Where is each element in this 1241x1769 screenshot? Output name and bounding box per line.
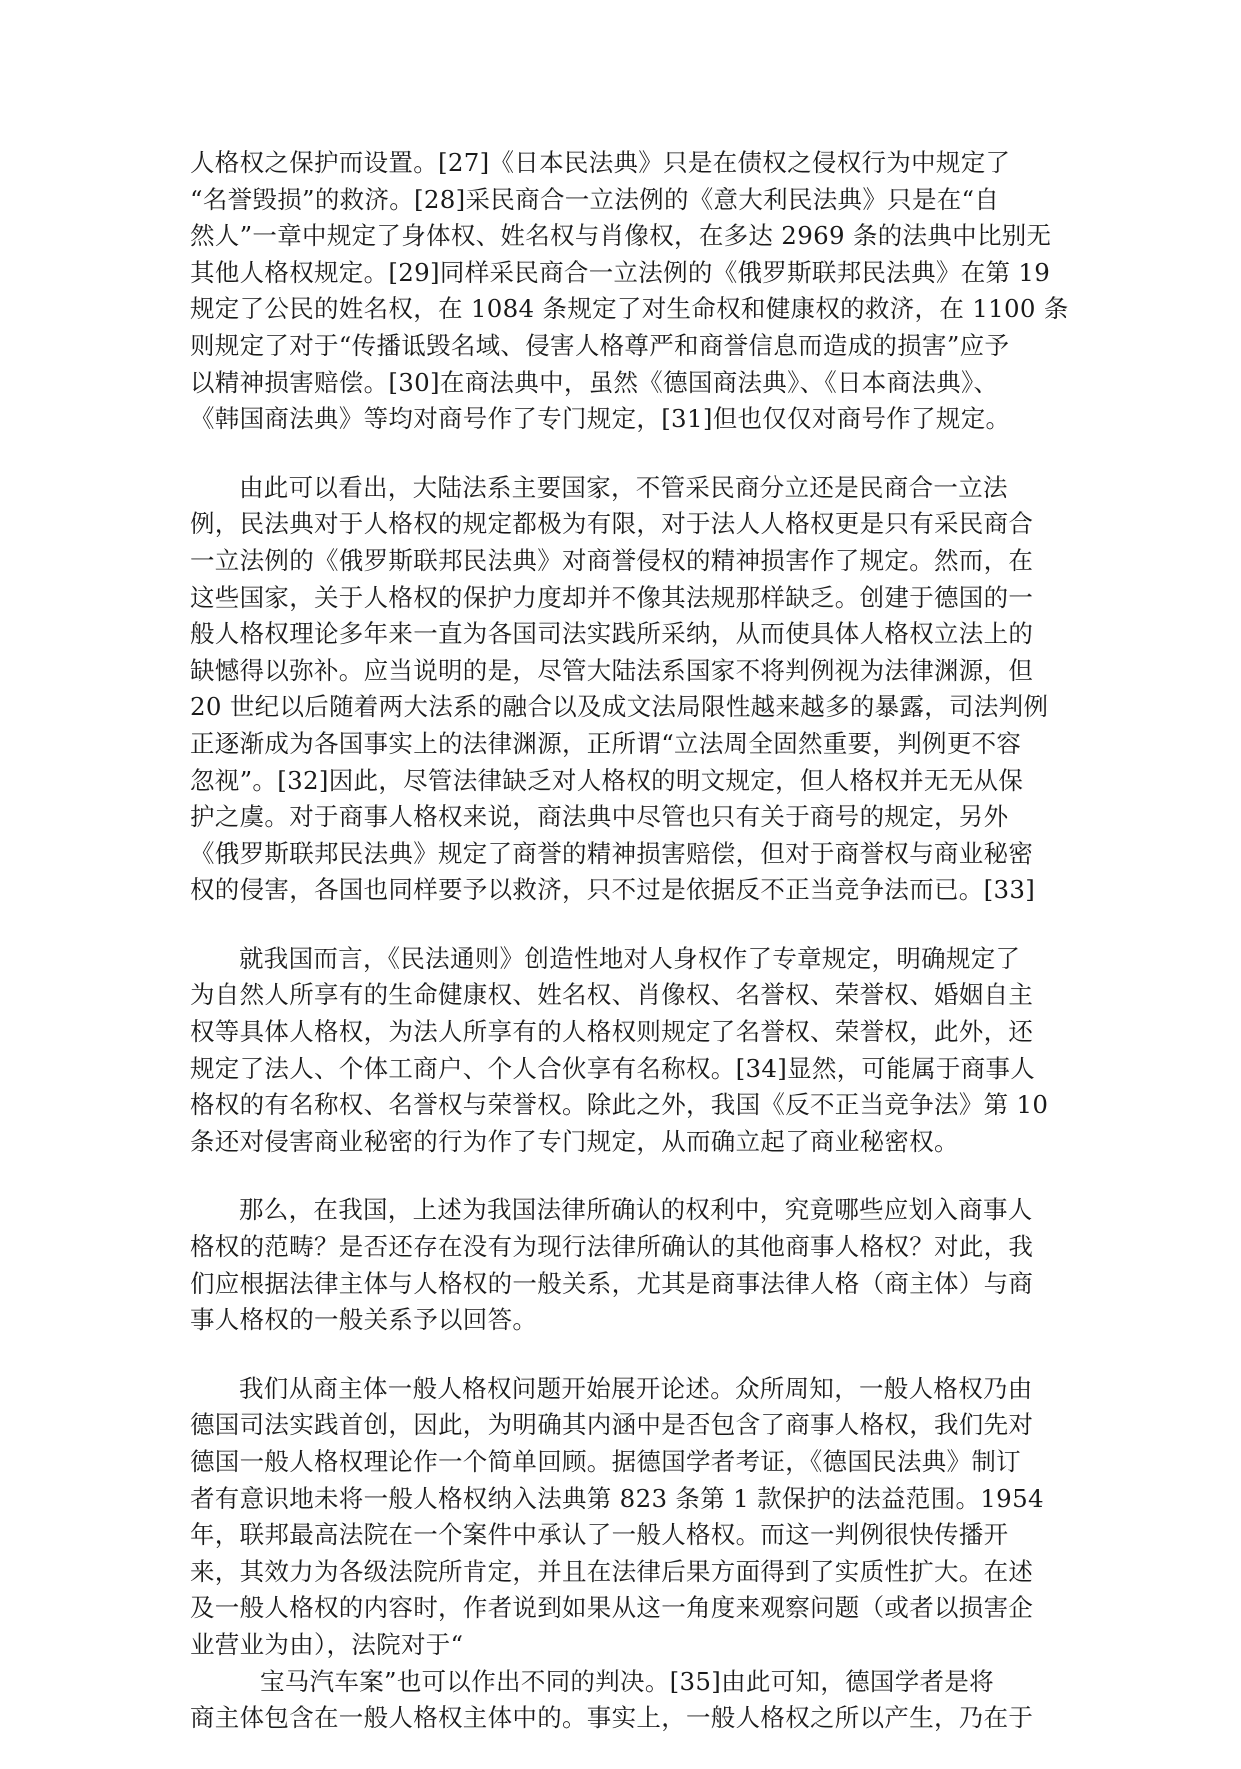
text-line: 权等具体人格权，为法人所享有的人格权则规定了名誉权、荣誉权，此外，还 bbox=[190, 1017, 1034, 1047]
text-line: 这些国家，关于人格权的保护力度却并不像其法规那样缺乏。创建于德国的一 bbox=[190, 582, 1034, 612]
text-line: 事人格权的一般关系予以回答。 bbox=[190, 1305, 538, 1335]
text-line: 由此可以看出，大陆法系主要国家，不管采民商分立还是民商合一立法 bbox=[239, 472, 1008, 502]
text-line: 权的侵害，各国也同样要予以救济，只不过是依据反不正当竞争法而已。[33] bbox=[190, 875, 1036, 905]
text-line: 年，联邦最高法院在一个案件中承认了一般人格权。而这一判例很快传播开 bbox=[190, 1520, 1009, 1550]
text-line: 则规定了对于“传播诋毁名域、侵害人格尊严和商誉信息而造成的损害”应予 bbox=[190, 330, 1010, 360]
text-line: 来，其效力为各级法院所肯定，并且在法律后果方面得到了实质性扩大。在述 bbox=[190, 1556, 1034, 1586]
text-line: 一立法例的《俄罗斯联邦民法典》对商誉侵权的精神损害作了规定。然而，在 bbox=[190, 545, 1034, 575]
text-line: 及一般人格权的内容时，作者说到如果从这一角度来观察问题（或者以损害企 bbox=[190, 1593, 1034, 1623]
text-line: 就我国而言，《民法通则》创造性地对人身权作了专章规定，明确规定了 bbox=[239, 943, 1021, 973]
text-line: 们应根据法律主体与人格权的一般关系，尤其是商事法律人格（商主体）与商 bbox=[190, 1268, 1034, 1298]
text-line: 般人格权理论多年来一直为各国司法实践所采纳，从而使具体人格权立法上的 bbox=[190, 619, 1034, 649]
text-line: 为自然人所享有的生命健康权、姓名权、肖像权、名誉权、荣誉权、婚姻自主 bbox=[190, 980, 1034, 1010]
paragraph bbox=[190, 1192, 1050, 1338]
text-line: 商主体包含在一般人格权主体中的。事实上，一般人格权之所以产生，乃在于 bbox=[190, 1703, 1034, 1733]
text-line: 格权的有名称权、名誉权与荣誉权。除此之外，我国《反不正当竞争法》第 10 bbox=[190, 1090, 1049, 1120]
paragraph bbox=[190, 145, 1069, 438]
paragraph bbox=[190, 1371, 1050, 1737]
text-line: 条还对侵害商业秘密的行为作了专门规定，从而确立起了商业秘密权。 bbox=[190, 1126, 959, 1156]
text-line: 《韩国商法典》等均对商号作了专门规定，[31]但也仅仅对商号作了规定。 bbox=[190, 404, 1011, 434]
text-line: 然人”一章中规定了身体权、姓名权与肖像权，在多达 2969 条的法典中比别无 bbox=[190, 221, 1052, 251]
text-line: 《俄罗斯联邦民法典》规定了商誉的精神损害赔偿，但对于商誉权与商业秘密 bbox=[190, 838, 1034, 868]
text-line: 例，民法典对于人格权的规定都极为有限，对于法人人格权更是只有采民商合 bbox=[190, 509, 1034, 539]
text-line: “名誉毁损”的救济。[28]采民商合一立法例的《意大利民法典》只是在“自 bbox=[190, 184, 1000, 214]
text-line: 格权的范畴？是否还存在没有为现行法律所确认的其他商事人格权？对此，我 bbox=[190, 1232, 1034, 1262]
text-line: 20 世纪以后随着两大法系的融合以及成文法局限性越来越多的暴露，司法判例 bbox=[190, 692, 1049, 722]
paragraph bbox=[190, 470, 1050, 909]
text-line: 者有意识地未将一般人格权纳入法典第 823 条第 1 款保护的法益范围。1954 bbox=[190, 1483, 1044, 1513]
text-line: 缺憾得以弥补。应当说明的是，尽管大陆法系国家不将判例视为法律渊源，但 bbox=[190, 655, 1034, 685]
text-line: 正逐渐成为各国事实上的法律渊源，正所谓“立法周全固然重要，判例更不容 bbox=[190, 728, 1022, 758]
text-line: 护之虞。对于商事人格权来说，商法典中尽管也只有关于商号的规定，另外 bbox=[190, 802, 1009, 832]
text-line: 其他人格权规定。[29]同样采民商合一立法例的《俄罗斯联邦民法典》在第 19 bbox=[190, 257, 1051, 287]
document-page bbox=[190, 145, 1069, 1769]
text-line: 规定了法人、个体工商户、个人合伙享有名称权。[34]显然，可能属于商事人 bbox=[190, 1053, 1036, 1083]
text-line: 德国一般人格权理论作一个简单回顾。据德国学者考证，《德国民法典》制订 bbox=[190, 1447, 1021, 1476]
text-line: 德国司法实践首创，因此，为明确其内涵中是否包含了商事人格权，我们先对 bbox=[190, 1410, 1034, 1440]
text-line: 人格权之保护而设置。[27]《日本民法典》只是在债权之侵权行为中规定了 bbox=[190, 148, 1011, 177]
text-line: 业营业为由），法院对于“ bbox=[190, 1629, 464, 1659]
text-line: 以精神损害赔偿。[30]在商法典中，虽然《德国商法典》、《日本商法典》、 bbox=[190, 367, 999, 397]
text-line: 那么，在我国，上述为我国法律所确认的权利中，究竟哪些应划入商事人 bbox=[239, 1195, 1033, 1225]
text-line: 我们从商主体一般人格权问题开始展开论述。众所周知，一般人格权乃由 bbox=[239, 1373, 1033, 1403]
paragraph bbox=[190, 941, 1050, 1161]
text-line: 规定了公民的姓名权，在 1084 条规定了对生命权和健康权的救济，在 1100 条 bbox=[190, 294, 1069, 324]
text-line: 宝马汽车案”也可以作出不同的判决。[35]由此可知，德国学者是将 bbox=[260, 1666, 994, 1696]
text-line: 忽视”。[32]因此，尽管法律缺乏对人格权的明文规定，但人格权并无无从保 bbox=[190, 765, 1024, 795]
